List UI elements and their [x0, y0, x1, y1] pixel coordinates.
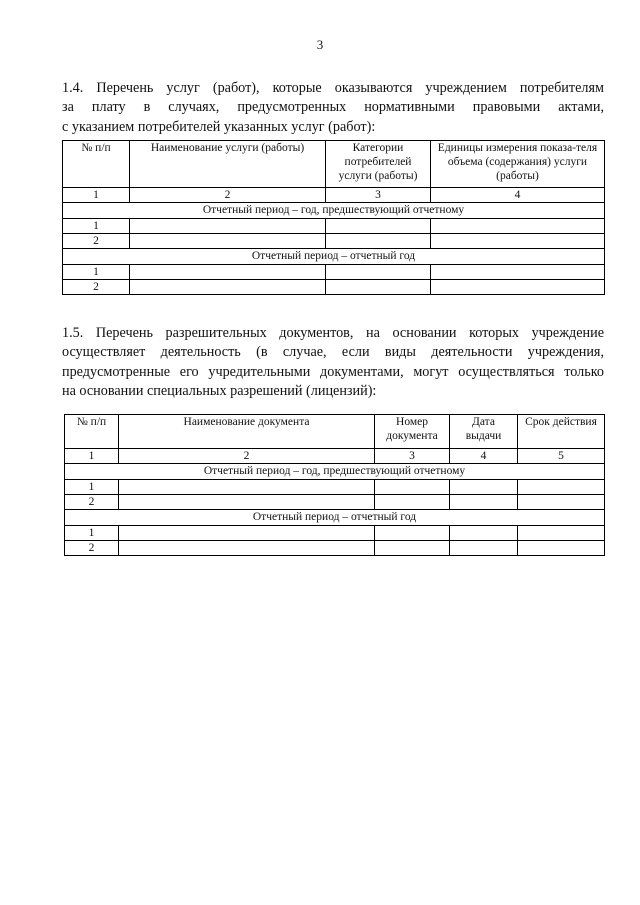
row-number-cell: 2	[65, 495, 119, 510]
header-cell: № п/п	[65, 415, 119, 449]
column-number-cell: 1	[63, 188, 130, 203]
row-number-cell: 1	[65, 526, 119, 541]
empty-cell	[119, 480, 375, 495]
header-cell: Срок действия	[518, 415, 605, 449]
empty-cell	[450, 495, 518, 510]
empty-cell	[431, 280, 605, 295]
header-cell: Наименование документа	[119, 415, 375, 449]
empty-cell	[518, 541, 605, 556]
column-number-cell: 4	[431, 188, 605, 203]
empty-cell	[450, 541, 518, 556]
empty-cell	[375, 541, 450, 556]
empty-cell	[119, 495, 375, 510]
permits-table	[64, 414, 605, 556]
row-number-cell: 2	[65, 541, 119, 556]
empty-cell	[119, 526, 375, 541]
empty-cell	[130, 219, 326, 234]
empty-cell	[518, 526, 605, 541]
column-number-cell: 3	[375, 449, 450, 464]
column-number-cell: 2	[119, 449, 375, 464]
page-number: 3	[316, 37, 324, 52]
header-cell: № п/п	[63, 141, 130, 188]
empty-cell	[130, 265, 326, 280]
period-row-current: Отчетный период – отчетный год	[65, 510, 605, 526]
header-cell: Дата выдачи	[450, 415, 518, 449]
empty-cell	[375, 480, 450, 495]
section-1-4-line: за плату в случаях, предусмотренных нормативными правовыми актами,	[62, 99, 604, 116]
header-cell: Номер документа	[375, 415, 450, 449]
column-number-cell: 3	[326, 188, 431, 203]
empty-cell	[119, 541, 375, 556]
column-number-cell: 1	[65, 449, 119, 464]
empty-cell	[130, 280, 326, 295]
header-cell: Единицы измерения показа-теля объема (содержания) услуги (работы)	[431, 141, 605, 188]
empty-cell	[326, 219, 431, 234]
row-number-cell: 2	[63, 234, 130, 249]
column-number-cell: 2	[130, 188, 326, 203]
row-number-cell: 1	[63, 219, 130, 234]
empty-cell	[518, 495, 605, 510]
services-table	[62, 140, 605, 295]
empty-cell	[431, 265, 605, 280]
header-cell: Категории потребителей услуги (работы)	[326, 141, 431, 188]
empty-cell	[130, 234, 326, 249]
header-cell: Наименование услуги (работы)	[130, 141, 326, 188]
section-1-5-line: осуществляет деятельность (в случае, если виды деятельности учреждения,	[62, 344, 604, 361]
period-row-previous: Отчетный период – год, предшествующий отчетному	[63, 203, 605, 219]
empty-cell	[431, 234, 605, 249]
empty-cell	[450, 480, 518, 495]
section-1-5-line: на основании специальных разрешений (лицензий):	[62, 382, 377, 399]
row-number-cell: 1	[65, 480, 119, 495]
empty-cell	[431, 219, 605, 234]
empty-cell	[326, 265, 431, 280]
section-1-5-heading	[62, 324, 604, 401]
empty-cell	[326, 234, 431, 249]
row-number-cell: 2	[63, 280, 130, 295]
period-row-previous: Отчетный период – год, предшествующий отчетному	[65, 464, 605, 480]
column-number-cell: 5	[518, 449, 605, 464]
section-1-4-line: с указанием потребителей указанных услуг (работ):	[62, 118, 376, 135]
empty-cell	[326, 280, 431, 295]
column-number-cell: 4	[450, 449, 518, 464]
row-number-cell: 1	[63, 265, 130, 280]
empty-cell	[450, 526, 518, 541]
section-1-5-line: предусмотренные его учредительными документами, могут осуществляться только	[62, 363, 604, 380]
empty-cell	[518, 480, 605, 495]
empty-cell	[375, 526, 450, 541]
section-1-5-line: 1.5. Перечень разрешительных документов, на основании которых учреждение	[62, 325, 604, 341]
period-row-current: Отчетный период – отчетный год	[63, 249, 605, 265]
section-1-4-heading	[62, 79, 604, 137]
section-1-4-line: 1.4. Перечень услуг (работ), которые оказываются учреждением потребителям	[62, 80, 604, 96]
empty-cell	[375, 495, 450, 510]
